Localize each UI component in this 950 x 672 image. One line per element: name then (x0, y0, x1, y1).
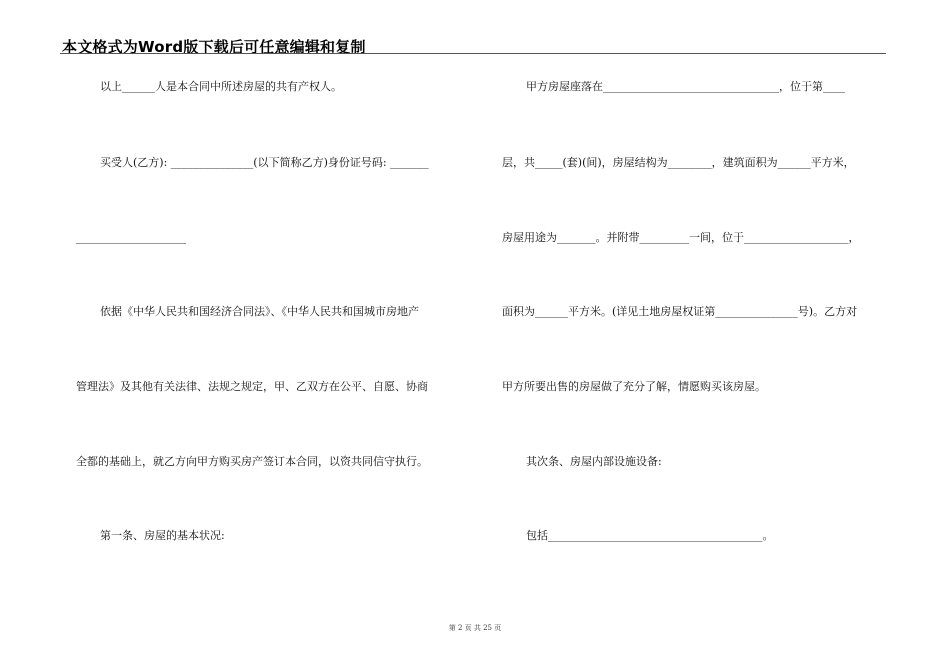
right-line-1: 甲方房屋座落在________________________________，位于第____ (526, 80, 845, 93)
right-line-5: 甲方所要出售的房屋做了充分了解，情愿购买该房屋。 (502, 380, 766, 393)
left-line-3: ____________________ (76, 231, 186, 244)
left-line-2: 买受人(乙方): _______________(以下简称乙方)身份证号码: _______ (100, 156, 429, 169)
left-line-6: 全都的基础上，就乙方向甲方购买房产签订本合同，以资共同信守执行。 (76, 455, 428, 468)
right-line-7: 包括_______________________________________。 (526, 529, 774, 542)
right-line-3: 房屋用途为_______。并附带_________一间，位于___________________， (502, 231, 860, 244)
right-line-2: 层，共_____(套)(间)，房屋结构为________，建筑面积为______平方米， (502, 156, 855, 169)
right-line-6: 其次条、房屋内部设施设备: (526, 455, 662, 468)
left-line-4: 依据《中华人民共和国经济合同法》、《中华人民共和国城市房地产 (100, 305, 419, 318)
document-header-title: 本文格式为Word版下载后可任意编辑和复制 (62, 38, 366, 56)
right-line-4: 面积为______平方米。(详见土地房屋权证第_______________号)。乙方对 (502, 305, 858, 318)
left-line-1: 以上______人是本合同中所述房屋的共有产权人。 (100, 80, 342, 93)
left-line-5: 管理法》及其他有关法律、法规之规定，甲、乙双方在公平、自愿、协商 (76, 380, 428, 393)
page-number-footer: 第 2 页 共 25 页 (448, 624, 502, 632)
header-divider (60, 53, 886, 54)
left-line-7: 第一条、房屋的基本状况: (100, 529, 225, 542)
